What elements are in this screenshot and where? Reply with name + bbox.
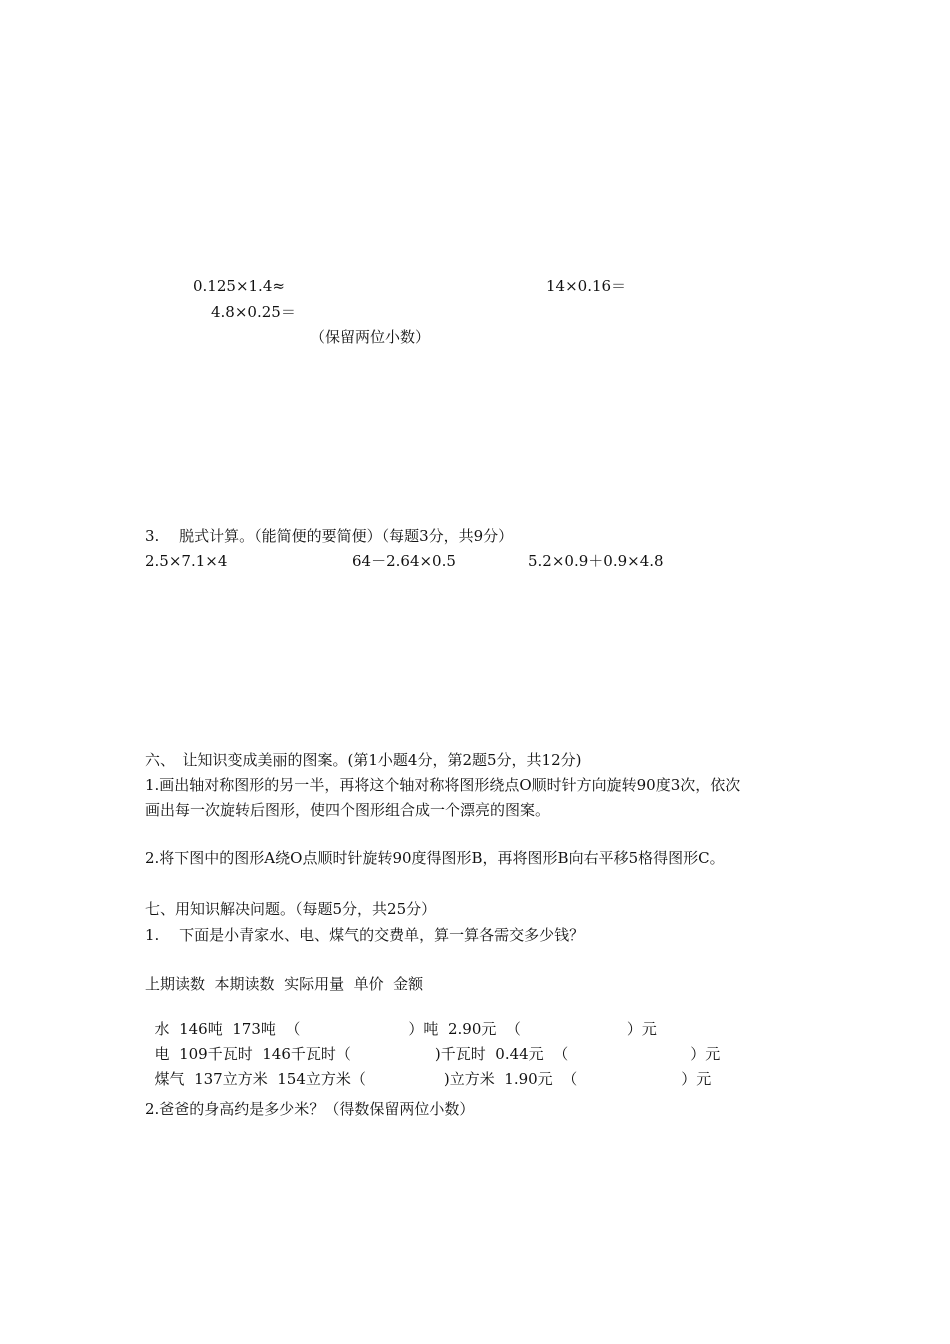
calc-item-a: 0.125×1.4≈ xyxy=(193,277,285,295)
calc-item-c: 4.8×0.25＝ xyxy=(211,303,296,321)
electric-prefix: 电 109千瓦时 146千瓦时（ xyxy=(154,1045,351,1063)
gas-prefix: 煤气 137立方米 154立方米（ xyxy=(154,1070,366,1088)
electric-suffix: ）元 xyxy=(690,1045,721,1063)
calc-item-b: 14×0.16＝ xyxy=(546,277,627,295)
question3-heading: 3. 脱式计算。（能简便的要简便）（每题3分，共9分） xyxy=(145,527,514,545)
bill-row-gas xyxy=(145,1049,711,1089)
section6-heading: 六、 让知识变成美丽的图案。(第1小题4分，第2题5分，共12分) xyxy=(145,751,582,769)
gas-suffix: ）元 xyxy=(681,1070,712,1088)
bill-table-header: 上期读数 本期读数 实际用量 单价 金额 xyxy=(145,975,424,993)
section7-heading: 七、用知识解决问题。（每题5分，共25分） xyxy=(145,900,437,918)
section7-q2: 2.爸爸的身高约是多少米？（得数保留两位小数） xyxy=(145,1100,475,1118)
gas-mid: )立方米 1.90元 （ xyxy=(443,1070,578,1088)
water-suffix: ）元 xyxy=(626,1020,657,1038)
water-mid: ）吨 2.90元 （ xyxy=(408,1020,521,1038)
rounding-note: （保留两位小数） xyxy=(310,328,431,346)
electric-mid: )千瓦时 0.44元 （ xyxy=(434,1045,569,1063)
water-prefix: 水 146吨 173吨 （ xyxy=(154,1020,301,1038)
section6-q1-line1: 1.画出轴对称图形的另一半，再将这个轴对称将图形绕点O顺时针方向旋转90度3次，依次 xyxy=(145,776,741,794)
section7-q1: 1. 下面是小青家水、电、煤气的交费单，算一算各需交多少钱？ xyxy=(145,926,585,944)
section6-q1-line2: 画出每一次旋转后图形，使四个图形组合成一个漂亮的图案。 xyxy=(145,801,551,819)
question3-expr3: 5.2×0.9＋0.9×4.8 xyxy=(528,552,664,570)
question3-expr2: 64－2.64×0.5 xyxy=(352,552,456,570)
section6-q2: 2.将下图中的图形A绕O点顺时针旋转90度得图形B，再将图形B向右平移5格得图形C。 xyxy=(145,849,725,867)
question3-expr1: 2.5×7.1×4 xyxy=(145,552,228,570)
